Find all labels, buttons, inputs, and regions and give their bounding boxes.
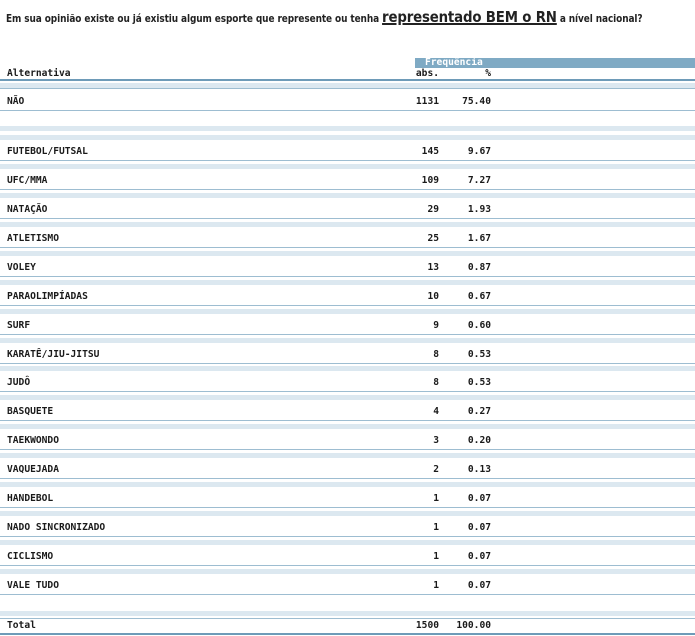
question-text-before: Em sua opinião existe ou já existiu algum esporte que represente ou tenha bbox=[6, 13, 383, 25]
table-row bbox=[0, 405, 695, 419]
row-band bbox=[0, 395, 695, 400]
row-band bbox=[0, 540, 695, 545]
row-label: UFC/MMA bbox=[7, 175, 48, 186]
row-abs: 10 bbox=[427, 291, 439, 302]
question-text-after: a nível nacional? bbox=[556, 13, 643, 25]
row-pct: 0.53 bbox=[467, 349, 491, 360]
row-label: SURF bbox=[7, 320, 31, 331]
row-abs: 25 bbox=[427, 233, 439, 244]
total-label: Total bbox=[7, 620, 36, 631]
row-abs: 9 bbox=[433, 320, 439, 331]
survey-question bbox=[6, 8, 643, 26]
row-separator bbox=[0, 334, 695, 335]
row-band bbox=[0, 482, 695, 487]
row-label: CICLISMO bbox=[7, 551, 54, 562]
row-pct: 0.07 bbox=[467, 551, 491, 562]
row-band bbox=[0, 338, 695, 343]
row-label: JUDÔ bbox=[7, 377, 31, 388]
row-label: ATLETISMO bbox=[7, 233, 59, 244]
row-separator bbox=[0, 305, 695, 306]
row-abs: 29 bbox=[427, 204, 439, 215]
row-band bbox=[0, 135, 695, 140]
row-band bbox=[0, 424, 695, 429]
row-separator bbox=[0, 594, 695, 595]
row-separator bbox=[0, 218, 695, 219]
row-pct: 1.93 bbox=[467, 204, 491, 215]
table-row bbox=[0, 232, 695, 246]
row-abs: 1131 bbox=[415, 96, 439, 107]
row-separator bbox=[0, 160, 695, 161]
row-separator bbox=[0, 478, 695, 479]
row-separator bbox=[0, 110, 695, 111]
row-band bbox=[0, 569, 695, 574]
table-row bbox=[0, 463, 695, 477]
table-row bbox=[0, 261, 695, 275]
table-row-no bbox=[0, 95, 695, 109]
row-abs: 13 bbox=[427, 262, 439, 273]
row-pct: 0.07 bbox=[467, 493, 491, 504]
spacer-band bbox=[0, 611, 695, 616]
row-separator bbox=[0, 189, 695, 190]
row-label: KARATÊ/JIU-JITSU bbox=[7, 349, 100, 360]
row-band bbox=[0, 511, 695, 516]
total-row bbox=[0, 618, 695, 635]
table-row bbox=[0, 579, 695, 593]
column-header-row bbox=[0, 68, 695, 81]
row-label: TAEKWONDO bbox=[7, 435, 59, 446]
row-pct: 0.27 bbox=[467, 406, 491, 417]
row-pct: 0.20 bbox=[467, 435, 491, 446]
row-label: NADO SINCRONIZADO bbox=[7, 522, 106, 533]
row-separator bbox=[0, 88, 695, 89]
row-separator bbox=[0, 247, 695, 248]
row-band bbox=[0, 222, 695, 227]
row-abs: 1 bbox=[433, 551, 439, 562]
row-band bbox=[0, 280, 695, 285]
total-pct: 100.00 bbox=[456, 620, 491, 631]
row-pct: 0.67 bbox=[467, 291, 491, 302]
table-row bbox=[0, 348, 695, 362]
table-row bbox=[0, 145, 695, 159]
spacer-band bbox=[0, 126, 695, 131]
row-band bbox=[0, 164, 695, 169]
row-separator bbox=[0, 420, 695, 421]
row-band bbox=[0, 251, 695, 256]
row-pct: 0.07 bbox=[467, 580, 491, 591]
row-abs: 2 bbox=[433, 464, 439, 475]
row-pct: 9.67 bbox=[467, 146, 491, 157]
row-pct: 0.60 bbox=[467, 320, 491, 331]
table-row bbox=[0, 550, 695, 564]
frequency-group-header bbox=[415, 58, 695, 68]
row-separator bbox=[0, 363, 695, 364]
row-abs: 8 bbox=[433, 377, 439, 388]
row-label: HANDEBOL bbox=[7, 493, 54, 504]
table-row bbox=[0, 203, 695, 217]
row-label: NÃO bbox=[7, 96, 25, 107]
row-band bbox=[0, 193, 695, 198]
column-header-pct: % bbox=[485, 68, 491, 79]
row-band bbox=[0, 366, 695, 371]
row-label: PARAOLIMPÍADAS bbox=[7, 291, 88, 302]
frequency-group-label: Frequência bbox=[425, 57, 483, 68]
row-separator bbox=[0, 391, 695, 392]
row-label: VAQUEJADA bbox=[7, 464, 59, 475]
row-abs: 109 bbox=[421, 175, 439, 186]
row-pct: 1.67 bbox=[467, 233, 491, 244]
row-abs: 1 bbox=[433, 580, 439, 591]
total-abs: 1500 bbox=[415, 620, 439, 631]
row-separator bbox=[0, 449, 695, 450]
row-pct: 0.07 bbox=[467, 522, 491, 533]
column-header-alternative: Alternativa bbox=[7, 68, 71, 79]
row-abs: 4 bbox=[433, 406, 439, 417]
row-separator bbox=[0, 276, 695, 277]
row-label: NATAÇÃO bbox=[7, 204, 48, 215]
row-separator bbox=[0, 565, 695, 566]
row-abs: 145 bbox=[421, 146, 439, 157]
table-row bbox=[0, 521, 695, 535]
table-row bbox=[0, 376, 695, 390]
row-separator bbox=[0, 507, 695, 508]
row-abs: 1 bbox=[433, 522, 439, 533]
row-pct: 0.13 bbox=[467, 464, 491, 475]
table-row bbox=[0, 290, 695, 304]
row-band bbox=[0, 453, 695, 458]
row-pct: 0.53 bbox=[467, 377, 491, 388]
row-label: VOLEY bbox=[7, 262, 36, 273]
table-row bbox=[0, 174, 695, 188]
row-abs: 8 bbox=[433, 349, 439, 360]
row-pct: 75.40 bbox=[462, 96, 491, 107]
row-band bbox=[0, 309, 695, 314]
row-label: VALE TUDO bbox=[7, 580, 59, 591]
row-abs: 1 bbox=[433, 493, 439, 504]
row-pct: 0.87 bbox=[467, 262, 491, 273]
row-label: BASQUETE bbox=[7, 406, 54, 417]
table-row bbox=[0, 434, 695, 448]
row-pct: 7.27 bbox=[467, 175, 491, 186]
table-row bbox=[0, 319, 695, 333]
row-separator bbox=[0, 536, 695, 537]
row-label: FUTEBOL/FUTSAL bbox=[7, 146, 88, 157]
question-emphasis: representado BEM o RN bbox=[382, 8, 557, 26]
column-header-abs: abs. bbox=[415, 68, 439, 79]
row-abs: 3 bbox=[433, 435, 439, 446]
table-row bbox=[0, 492, 695, 506]
